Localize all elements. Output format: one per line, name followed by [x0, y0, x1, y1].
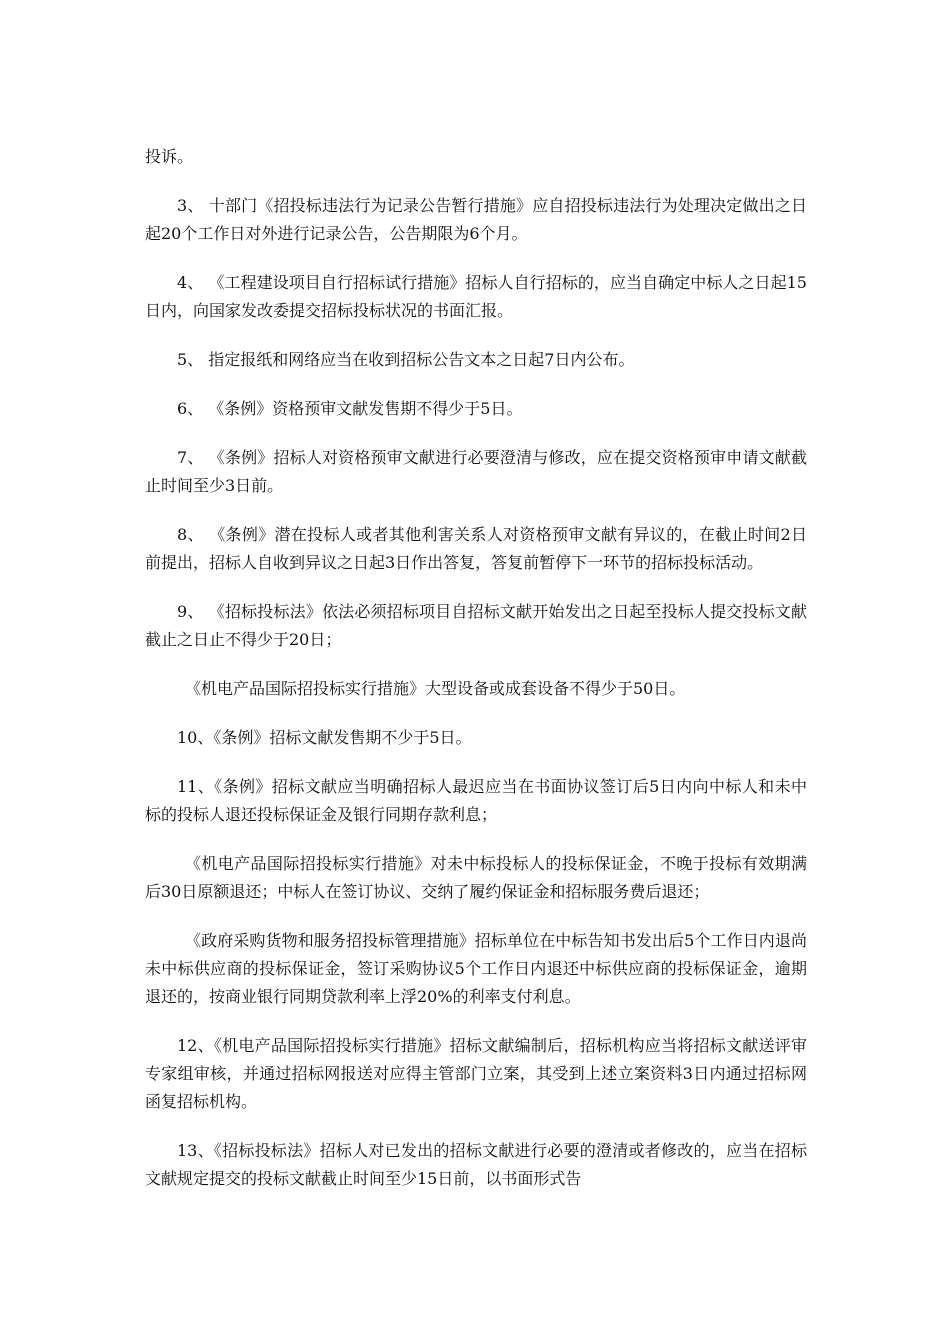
- paragraph-item-10: 10、《条例》招标文献发售期不少于5日。: [177, 728, 472, 747]
- paragraph-item-12: 12、《机电产品国际招投标实行措施》招标文献编制后，招标机构应当将招标文献送评审专家组审核，并通过招标网报送对应得主管部门立案，其受到上述立案资料3日内通过招标网函复招标机构。: [145, 1036, 807, 1111]
- document-page: [145, 143, 807, 1214]
- paragraph-item-11: 11、《条例》招标文献应当明确招标人最迟应当在书面协议签订后5日内向中标人和未中标的投标人退还投标保证金及银行同期存款利息；: [145, 777, 807, 824]
- paragraph-item-4: 4、 《工程建设项目自行招标试行措施》招标人自行招标的，应当自确定中标人之日起15日内，向国家发改委提交招标投标状况的书面汇报。: [145, 273, 807, 320]
- paragraph-item-6: 6、 《条例》资格预审文献发售期不得少于5日。: [177, 399, 523, 418]
- paragraph-item-9-sub: 《机电产品国际招投标实行措施》大型设备或成套设备不得少于50日。: [185, 679, 686, 698]
- paragraph-item-8: 8、 《条例》潜在投标人或者其他利害关系人对资格预审文献有异议的，在截止时间2日前提出，招标人自收到异议之日起3日作出答复，答复前暂停下一环节的招标投标活动。: [145, 525, 807, 572]
- paragraph-item-9: 9、 《招标投标法》依法必须招标项目自招标文献开始发出之日起至投标人提交投标文献截止之日止不得少于20日；: [145, 602, 807, 649]
- paragraph-item-13: 13、《招标投标法》招标人对已发出的招标文献进行必要的澄清或者修改的，应当在招标文献规定提交的投标文献截止时间至少15日前，以书面形式告: [145, 1141, 807, 1188]
- paragraph-item-5: 5、 指定报纸和网络应当在收到招标公告文本之日起7日内公布。: [177, 350, 635, 369]
- paragraph-item-11-sub-2: 《政府采购货物和服务招投标管理措施》招标单位在中标告知书发出后5个工作日内退尚未中标供应商的投标保证金，签订采购协议5个工作日内退还中标供应商的投标保证金，逾期退还的，按商业银行同期贷款利率上浮20%的利率支付利息。: [145, 931, 807, 1006]
- paragraph-item-7: 7、 《条例》招标人对资格预审文献进行必要澄清与修改，应在提交资格预审申请文献截止时间至少3日前。: [145, 448, 807, 495]
- paragraph-0: 投诉。: [145, 147, 194, 166]
- paragraph-item-3: 3、 十部门《招投标违法行为记录公告暂行措施》应自招投标违法行为处理决定做出之日起20个工作日对外进行记录公告，公告期限为6个月。: [145, 196, 807, 243]
- paragraph-item-11-sub-1: 《机电产品国际招投标实行措施》对未中标投标人的投标保证金，不晚于投标有效期满后30日原额退还；中标人在签订协议、交纳了履约保证金和招标服务费后退还；: [145, 854, 807, 901]
